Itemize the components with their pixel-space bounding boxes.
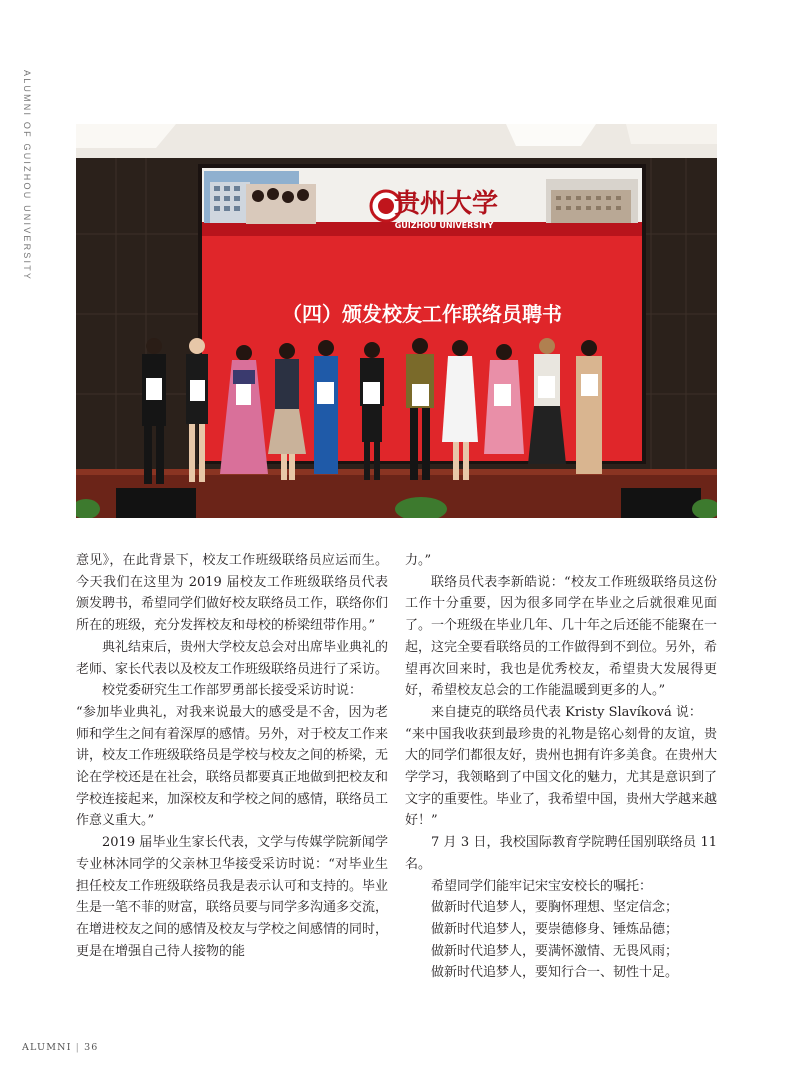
page-number: 36 [84,1042,99,1053]
paragraph: 做新时代追梦人，要胸怀理想、坚定信念； [431,900,679,916]
paragraph: 联络员代表李新皓说：“校友工作班级联络员这份工作十分重要，因为很多同学在毕业之后就很难见面了。一个班级在毕业几年、几十年之后还能不能聚在一起，这完全要看联络员的工作做得到不到位。另外，希望再次回来时，我也是优秀校友，希望贵大发展得更好，希望校友总会的工作能温暖到更多的人。” [405,574,718,699]
paragraph: 做新时代追梦人，要知行合一、韧性十足。 [431,965,679,981]
paragraph: 校党委研究生工作部罗勇部长接受采访时说： [102,683,363,699]
logo-subtext: GUIZHOU UNIVERSITY [394,221,494,230]
paragraph: 典礼结束后，贵州大学校友总会对出席毕业典礼的老师、家长代表以及校友工作班级联络员进行了采访。 [76,639,389,677]
paragraph: 力。” [405,553,432,568]
paragraph: “来中国我收获到最珍贵的礼物是铭心刻骨的友谊，贵大的同学们都很友好，贵州也拥有许多美食。在贵州大学学习，我领略到了中国文化的魅力，尤其是意识到了文字的重要性。毕业了，我希望中国，贵州大学越来越好！” [405,726,718,829]
page-footer [22,1042,99,1053]
logo-text: 贵州大学 [393,189,499,219]
paragraph: 意见》，在此背景下，校友工作班级联络员应运而生。今天我们在这里为 2019 届校友工作班级联络员代表颁发聘书，希望同学们做好校友联络员工作，联络你们所在的班级，充分发挥校友和母校的桥梁纽带作用。” [76,553,389,634]
footer-label: ALUMNI [22,1042,72,1053]
paragraph: 来自捷克的联络员代表 Kristy Slavíková 说： [431,704,702,720]
paragraph: 2019 届毕业生家长代表，文学与传媒学院新闻学专业林沐同学的父亲林卫华接受采访时说：“对毕业生担任校友工作班级联络员我是表示认可和支持的。毕业生是一笔不菲的财富，联络员要与同学多沟通多交流，在增进校友之间的感情及校友与学校之间感情的同时，更是在增强自己待人接物的能 [76,835,389,959]
footer-separator: | [75,1042,81,1053]
ceremony-photo-graphic [76,124,717,518]
banner-text: （四）颁发校友工作联络员聘书 [282,302,562,326]
ceremony-photo [76,124,717,518]
left-text-column [76,550,388,962]
side-label: ALUMNI OF GUIZHOU UNIVERSITY [22,70,32,282]
right-text-column [405,550,717,984]
paragraph: 做新时代追梦人，要崇德修身、锤炼品德； [431,921,679,937]
paragraph: 做新时代追梦人，要满怀激情、无畏风雨； [431,943,679,959]
paragraph: 希望同学们能牢记宋宝安校长的嘱托： [431,878,653,894]
paragraph: 7 月 3 日，我校国际教育学院聘任国别联络员 11 名。 [405,835,717,872]
paragraph: “参加毕业典礼，对我来说最大的感受是不舍，因为老师和学生之间有着深厚的感情。另外，对于校友工作来讲，校友工作班级联络员是学校与校友之间的桥梁，无论在学校还是在社会，联络员都要真正地做到把校友和学校连接起来，加深校友和学校之间的感情，联络员工作意义重大。” [76,704,389,829]
